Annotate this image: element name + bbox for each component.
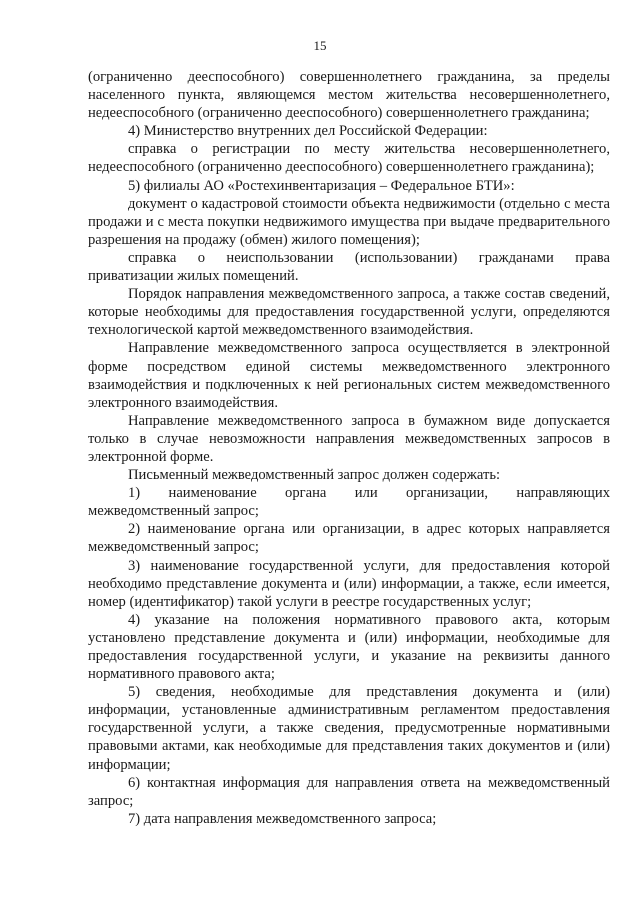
paragraph-cadastral-document: документ о кадастровой стоимости объекта недвижимости (отдельно с места продажи и с места покупки недвижимого имущества при выдаче предварительного разрешения на продажу (обмен) жилого помещения);: [88, 195, 610, 248]
list-item-1: 1) наименование органа или организации, направляющих межведомственный запрос;: [88, 485, 610, 520]
list-item-6: 6) контактная информация для направления ответа на межведомственный запрос;: [88, 774, 610, 809]
paragraph-request-procedure: Порядок направления межведомственного запроса, а также состав сведений, которые необходимы для предоставления государственной услуги, определяются технологической картой межведомственного взаимодействия.: [88, 286, 610, 339]
list-item-3: 3) наименование государственной услуги, для предоставления которой необходимо представление документа и (или) информации, а также, если имеется, номер (идентификатор) такой услуги в реестре государственных услуг;: [88, 557, 610, 610]
document-body: [88, 68, 610, 828]
paragraph-request-contents-intro: Письменный межведомственный запрос должен содержать:: [128, 467, 501, 484]
paragraph-mvd-heading: 4) Министерство внутренних дел Российской Федерации:: [128, 123, 488, 140]
paragraph-registration-certificate: справка о регистрации по месту жительства несовершеннолетнего, недееспособного (ограниченно дееспособного) совершеннолетнего гражданина);: [88, 141, 610, 176]
paragraph-continuation: (ограниченно дееспособного) совершеннолетнего гражданина, за пределы населенного пункта, являющемся местом жительства несовершеннолетнего, недееспособного (ограниченно дееспособного) совершеннолетнего гражданина;: [88, 69, 610, 122]
list-item-2: 2) наименование органа или организации, в адрес которых направляется межведомственный запрос;: [88, 521, 610, 556]
list-item-7: 7) дата направления межведомственного запроса;: [128, 810, 437, 827]
list-item-4: 4) указание на положения нормативного правового акта, которым установлено представление документа и (или) информации, необходимые для предоставления государственной услуги, и указание на реквизиты данного нормативного правового акта;: [88, 611, 610, 683]
paragraph-privatization-certificate: справка о неиспользовании (использовании) гражданами права приватизации жилых помещений.: [88, 249, 610, 285]
page-number: 15: [313, 38, 327, 53]
paragraph-electronic-request: Направление межведомственного запроса осуществляется в электронной форме посредством единой системы межведомственного электронного взаимодействия и подключенных к ней региональных систем межведомственного электронного взаимодействия.: [88, 340, 610, 411]
paragraph-paper-request: Направление межведомственного запроса в бумажном виде допускается только в случае невозможности направления межведомственных запросов в электронной форме.: [88, 412, 610, 465]
list-item-5: 5) сведения, необходимые для представления документа и (или) информации, установленные административным регламентом предоставления государственной услуги, а также сведения, предусмотренные нормативными правовыми актами, как необходимые для представления таких документов и (или) информации;: [88, 684, 610, 773]
paragraph-bti-heading: 5) филиалы АО «Ростехинвентаризация – Федеральное БТИ»:: [128, 177, 515, 194]
